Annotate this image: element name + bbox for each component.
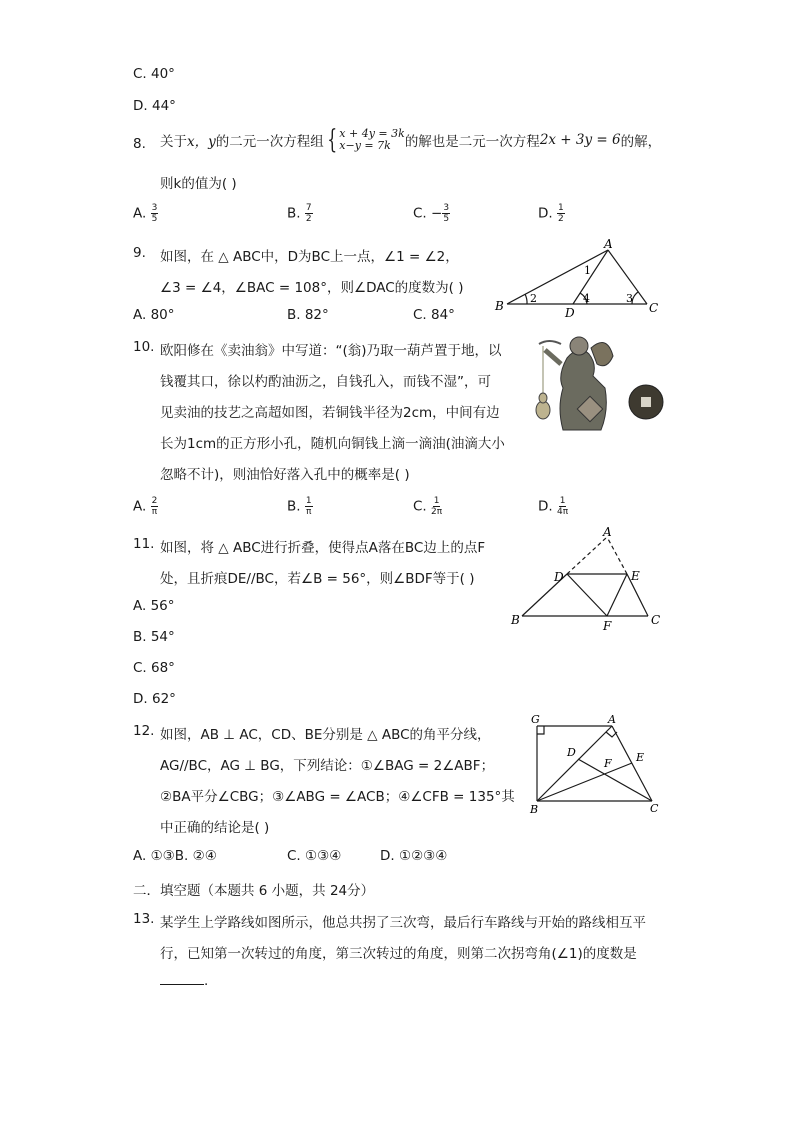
label-c: C xyxy=(651,613,661,627)
q8-option: B. $\frac{7}{2}$ xyxy=(287,203,312,224)
q10-line: 欧阳修在《卖油翁》中写道：“(翁)乃取一葫芦置于地，以 xyxy=(160,343,502,359)
q8-eq1: x + 4y = 3k xyxy=(339,127,405,140)
q12-number: 12. xyxy=(133,723,155,739)
q9-triangle-figure xyxy=(492,236,667,318)
q10-option: D. $\frac{1}{4\pi}$ xyxy=(538,496,569,517)
q10-option: A. $\frac{2}{\pi}$ xyxy=(133,496,158,517)
label-angle-4: 4 xyxy=(583,292,590,305)
label-g: G xyxy=(531,713,540,726)
q12-line1: 如图，AB ⊥ AC，CD、BE分别是 △ ABC的角平分线， xyxy=(160,727,491,743)
q8-stem-mid: 的二元一次方程组 xyxy=(215,134,324,150)
label-b: B xyxy=(530,803,539,816)
q9-option-b: B. 82° xyxy=(287,307,329,323)
label-angle-3: 3 xyxy=(626,292,633,305)
q12-option-c: C. ①③④ xyxy=(287,848,342,864)
q7-option-c: C. 40° xyxy=(133,66,175,82)
q10-option: C. $\frac{1}{2\pi}$ xyxy=(413,496,443,517)
q11-fold-figure xyxy=(506,524,666,630)
q10-oil-seller-illustration xyxy=(527,330,669,438)
q8-stem-post: 的解也是二元一次方程 xyxy=(404,134,540,150)
q10-line: 钱覆其口，徐以杓酌油沥之，自钱孔入，而钱不湿”，可 xyxy=(160,374,491,390)
q8-stem xyxy=(160,127,661,153)
q11-number: 11. xyxy=(133,536,155,552)
q8-number: 8. xyxy=(133,136,146,152)
q8-eq3: 2x + 3y = 6 xyxy=(539,132,621,148)
q11-line2: 处，且折痕DE//BC，若∠B = 56°，则∠BDF等于( ) xyxy=(160,571,475,587)
q10-number: 10. xyxy=(133,339,155,355)
q10-line: 长为1cm的正方形小孔，随机向铜钱上滴一滴油(油滴大小 xyxy=(160,436,505,452)
q13-line2: 行，已知第一次转过的角度，第三次转过的角度，则第二次拐弯角(∠1)的度数是 xyxy=(160,946,637,962)
label-angle-2: 2 xyxy=(530,292,537,305)
q8-line2: 则k的值为( ) xyxy=(160,176,237,192)
q8-option: C. − $\frac{3}{5}$ xyxy=(413,203,450,224)
label-d: D xyxy=(567,746,576,759)
q9-number: 9. xyxy=(133,245,146,261)
q8-stem-pre: 关于 xyxy=(160,134,187,150)
q8-eq2: x−y = 7k xyxy=(339,139,391,152)
q8-stem-end: 的解， xyxy=(620,134,662,150)
label-f: F xyxy=(603,619,612,630)
q11-line1: 如图，将 △ ABC进行折叠，使得点A落在BC边上的点F xyxy=(160,540,486,556)
q13-number: 13. xyxy=(133,911,155,927)
q9-line2: ∠3 = ∠4，∠BAC = 108°，则∠DAC的度数为( ) xyxy=(160,280,464,296)
label-c: C xyxy=(650,802,659,815)
label-a: A xyxy=(604,237,613,251)
q11-option-a: A. 56° xyxy=(133,598,175,614)
q8-option: A. $\frac{3}{5}$ xyxy=(133,203,158,224)
q7-option-d: D. 44° xyxy=(133,98,176,114)
q8-equation-system xyxy=(324,127,405,153)
q9-line1: 如图，在 △ ABC中，D为BC上一点，∠1 = ∠2， xyxy=(160,249,459,265)
q12-line4: 中正确的结论是( ) xyxy=(160,820,270,836)
label-e: E xyxy=(636,751,645,764)
q10-line: 忽略不计)，则油恰好落入孔中的概率是( ) xyxy=(160,467,410,483)
q8-stem-vars: x，y xyxy=(187,134,216,150)
q13-line3: . xyxy=(160,973,208,989)
q12-option-ab: A. ①③B. ②④ xyxy=(133,848,217,864)
label-angle-1: 1 xyxy=(584,264,591,277)
section-2-title: 二．填空题（本题共 6 小题，共 24分） xyxy=(133,883,375,899)
label-e: E xyxy=(631,569,640,583)
q11-option-c: C. 68° xyxy=(133,660,175,676)
q8-option: D. $\frac{1}{2}$ xyxy=(538,203,564,224)
q12-figure xyxy=(524,710,668,818)
q9-option-a: A. 80° xyxy=(133,307,175,323)
label-a: A xyxy=(608,713,616,726)
label-a: A xyxy=(603,525,612,539)
q10-line: 见卖油的技艺之高超如图，若铜钱半径为2cm，中间有边 xyxy=(160,405,500,421)
brace-icon: { xyxy=(327,125,337,155)
q11-option-d: D. 62° xyxy=(133,691,176,707)
label-c: C xyxy=(649,301,659,315)
answer-blank[interactable] xyxy=(160,984,204,985)
q12-line3: ②BA平分∠CBG；③∠ABG = ∠ACB；④∠CFB = 135°其 xyxy=(160,789,515,805)
q12-option-d: D. ①②③④ xyxy=(380,848,448,864)
q12-line2: AG//BC，AG ⊥ BG，下列结论：①∠BAG = 2∠ABF； xyxy=(160,758,495,774)
label-b: B xyxy=(495,299,504,313)
label-d: D xyxy=(554,570,564,584)
q11-option-b: B. 54° xyxy=(133,629,175,645)
q13-line1: 某学生上学路线如图所示，他总共拐了三次弯，最后行车路线与开始的路线相互平 xyxy=(160,915,646,931)
label-f: F xyxy=(604,757,612,770)
label-b: B xyxy=(511,613,520,627)
label-d: D xyxy=(565,306,575,318)
q10-option: B. $\frac{1}{\pi}$ xyxy=(287,496,312,517)
q9-option-c: C. 84° xyxy=(413,307,455,323)
